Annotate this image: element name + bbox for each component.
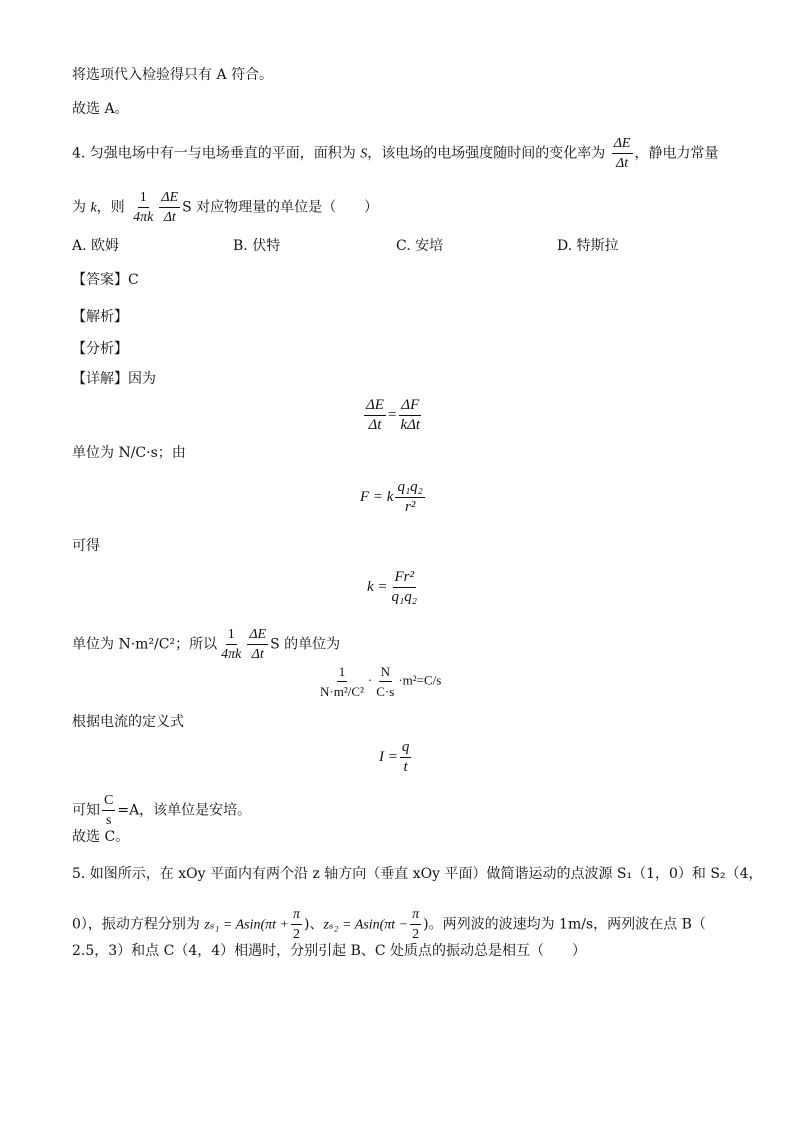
fraction (364, 396, 386, 435)
numerator: 1 (337, 662, 348, 682)
denominator: Δt (616, 156, 629, 171)
numerator: ΔE (612, 134, 633, 154)
text-line: 可得 (72, 538, 100, 554)
numerator: q₁q₂ (395, 478, 424, 498)
fraction (131, 188, 155, 227)
text: S 对应物理量的单位是（ ） (182, 199, 379, 216)
equation-3 (367, 568, 421, 607)
numerator: ΔE (364, 396, 386, 416)
text: 为 (72, 199, 91, 216)
fraction (410, 905, 421, 944)
equals: = (387, 406, 397, 423)
fraction (612, 134, 633, 173)
math-var: k (90, 200, 97, 216)
numerator: q (400, 738, 412, 758)
text-line (72, 625, 340, 664)
text: =A，该单位是安培。 (117, 802, 252, 819)
equation-4 (316, 662, 441, 701)
text-line: 单位为 N/C·s；由 (72, 445, 186, 461)
numerator: π (291, 905, 302, 925)
fraction (390, 568, 419, 607)
numerator: π (410, 905, 421, 925)
fraction (159, 188, 180, 227)
fraction (291, 905, 302, 944)
equation-5 (379, 738, 413, 777)
numerator: 1 (226, 625, 237, 645)
question-5-line-2 (72, 905, 706, 944)
denominator: 4πk (133, 210, 154, 225)
equation-1 (362, 396, 424, 435)
fraction (247, 625, 268, 664)
question-5-line-3: 2.5，3）和点 C（4，4）相遇时，分别引起 B、C 处质点的振动总是相互（ ） (72, 943, 587, 959)
tail: ·m²=C/s (398, 672, 442, 688)
fraction (102, 791, 115, 830)
numerator: ΔF (399, 396, 421, 416)
denominator: 2 (293, 927, 300, 942)
text-line: 故选 C。 (72, 829, 130, 845)
equation-2 (360, 478, 427, 517)
analysis-label: 【解析】 (72, 309, 128, 325)
option-b: B. 伏特 (233, 238, 281, 254)
separator: 、 (309, 916, 324, 933)
fenxi-label: 【分析】 (72, 341, 128, 357)
text: 单位为 N·m²/C²；所以 (72, 636, 218, 653)
equation-z2: zₛ₂ = Asin(πt − (323, 917, 409, 933)
numerator: C (102, 791, 115, 811)
detail-label: 【详解】因为 (72, 371, 156, 387)
denominator: q₁q₂ (391, 589, 417, 605)
option-a: A. 欧姆 (72, 238, 120, 254)
fraction (395, 478, 424, 517)
fraction (398, 396, 422, 435)
text: ，则 (96, 199, 130, 216)
text-line: 将选项代入检验得只有 A 符合。 (72, 67, 274, 83)
question-4-line-2 (72, 188, 378, 227)
text: 4. 匀强电场中有一与电场垂直的平面，面积为 (72, 145, 361, 162)
question-4-line-1 (72, 134, 719, 173)
close-paren: ) (304, 916, 310, 933)
denominator: t (403, 759, 408, 775)
denominator: kΔt (400, 417, 421, 433)
question-5-line-1: 5. 如图所示，在 xOy 平面内有两个沿 z 轴方向（垂直 xOy 平面）做简谐运动的点波源 S₁（1，0）和 S₂（4， (72, 866, 763, 882)
lhs: k = (367, 578, 388, 595)
dot: · (367, 672, 373, 688)
denominator: s (105, 813, 112, 828)
text: ，静电力常量 (634, 145, 719, 162)
denominator: N·m²/C² (320, 684, 364, 699)
answer-label: 【答案】C (72, 272, 139, 288)
lhs: F = k (360, 488, 394, 505)
denominator: Δt (368, 417, 382, 433)
denominator: Δt (251, 647, 264, 662)
numerator: 1 (138, 188, 149, 208)
text: 0），振动方程分别为 (72, 916, 205, 933)
option-d: D. 特斯拉 (557, 238, 619, 254)
lhs: I = (379, 748, 398, 765)
fraction (219, 625, 243, 664)
fraction (400, 738, 412, 777)
numerator: N (379, 662, 392, 682)
text: ，该电场的电场强度随时间的变化率为 (367, 145, 610, 162)
denominator: 4πk (221, 647, 242, 662)
text: S 的单位为 (270, 636, 341, 653)
text-line: 根据电流的定义式 (72, 714, 184, 730)
denominator: Δt (163, 210, 176, 225)
equation-z1: zₛ₁ = Asin(πt + (204, 917, 289, 933)
math-var: S (360, 146, 368, 162)
denominator: 2 (412, 927, 420, 942)
text: 。两列波的波速均为 1m/s，两列波在点 B（ (428, 916, 706, 933)
numerator: Fr² (393, 568, 417, 588)
denominator: C·s (376, 684, 395, 699)
text: 可知 (72, 802, 100, 819)
close-paren: ) (423, 916, 429, 933)
numerator: ΔE (159, 188, 180, 208)
denominator: r² (405, 499, 416, 515)
numerator: ΔE (247, 625, 268, 645)
option-c: C. 安培 (396, 238, 444, 254)
fraction (374, 662, 396, 701)
text-line: 故选 A。 (72, 101, 129, 117)
fraction (318, 662, 366, 701)
text-line (72, 791, 251, 830)
